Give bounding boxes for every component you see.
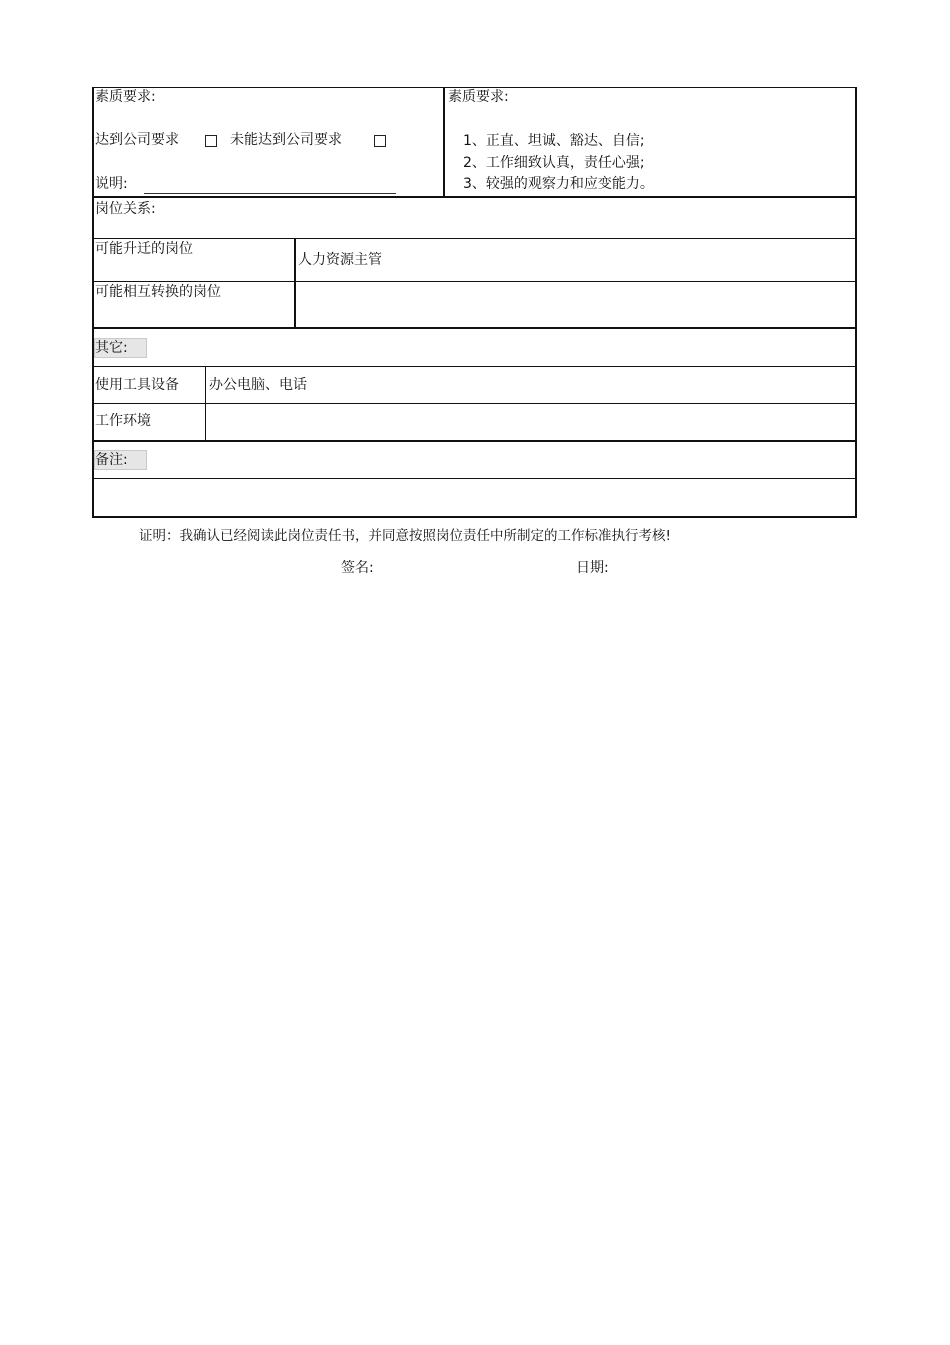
not-meets-requirement-label: 未能达到公司要求	[230, 132, 342, 148]
meets-requirement-label: 达到公司要求	[95, 132, 179, 148]
table-divider-remarks-title	[92, 478, 857, 479]
quality-item: 1、正直、坦诚、豁达、自信;	[463, 133, 645, 149]
transfer-label: 可能相互转换的岗位	[95, 284, 221, 300]
promotion-value: 人力资源主管	[298, 252, 382, 268]
date-label: 日期:	[576, 560, 609, 576]
table-divider-quality-middle	[443, 87, 445, 197]
table-border-top	[92, 87, 857, 88]
meets-requirement-checkbox[interactable]	[205, 135, 217, 147]
equipment-label: 使用工具设备	[95, 377, 179, 393]
table-divider-relations-bottom	[92, 327, 857, 329]
explain-label: 说明:	[95, 176, 128, 192]
remarks-title: 备注:	[95, 452, 128, 468]
table-border-bottom	[92, 516, 857, 518]
table-border-right	[855, 87, 857, 518]
quality-left-title: 素质要求:	[95, 89, 156, 105]
promotion-label: 可能升迁的岗位	[95, 241, 193, 257]
table-divider-quality-bottom	[92, 196, 857, 198]
table-divider-other-middle	[205, 366, 206, 441]
table-divider-relations-middle	[294, 238, 296, 328]
table-divider-other-title	[92, 366, 857, 367]
certification-statement: 证明：我确认已经阅读此岗位责任书，并同意按照岗位责任中所制定的工作标准执行考核!	[139, 528, 671, 544]
table-divider-other-bottom	[92, 440, 857, 442]
explain-input-line[interactable]	[144, 193, 396, 194]
table-divider-relations-title	[92, 238, 857, 239]
table-divider-promotion	[92, 281, 857, 282]
quality-item: 2、工作细致认真，责任心强;	[463, 155, 645, 171]
environment-label: 工作环境	[95, 413, 151, 429]
relations-title: 岗位关系:	[95, 201, 156, 217]
quality-item: 3、较强的观察力和应变能力。	[463, 176, 654, 192]
signature-label: 签名:	[341, 560, 374, 576]
quality-right-title: 素质要求:	[448, 89, 509, 105]
other-title: 其它:	[95, 340, 128, 356]
not-meets-requirement-checkbox[interactable]	[374, 135, 386, 147]
equipment-value: 办公电脑、电话	[209, 377, 307, 393]
table-divider-equipment	[92, 403, 857, 404]
